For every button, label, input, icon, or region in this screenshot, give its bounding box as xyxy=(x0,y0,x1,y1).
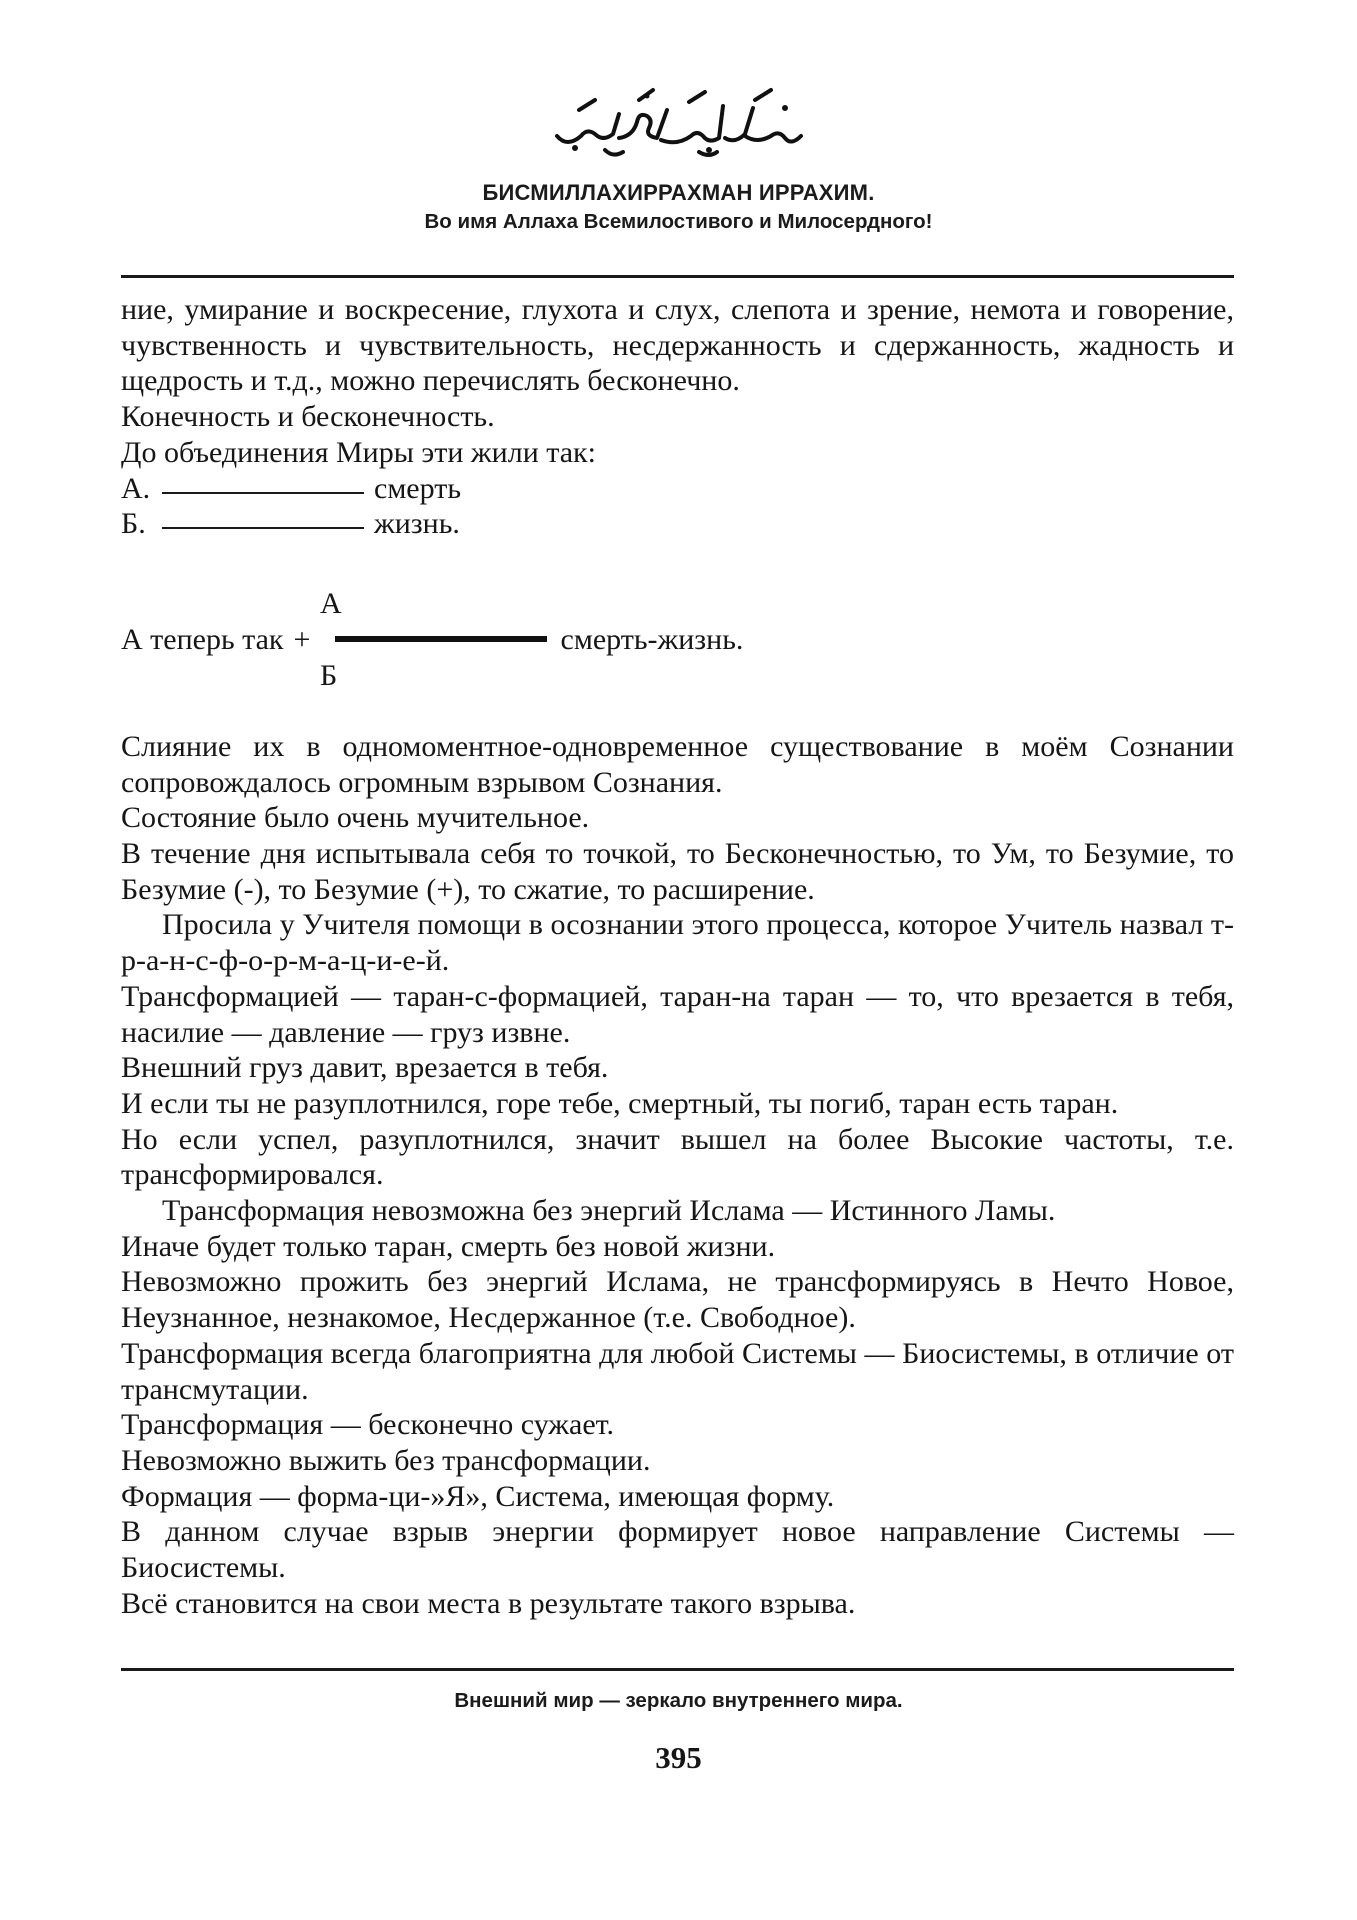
paragraph: Невозможно выжить без трансформации. xyxy=(121,1443,651,1477)
blank-line-a xyxy=(121,471,1234,507)
diagram-label: смерть-жизнь. xyxy=(560,622,744,656)
paragraph: Невозможно прожить без энергий Ислама, не трансформируясь в Нечто Новое, Неузнанное, незнакомое, Несдержанное (т.е. Свободное). xyxy=(121,1265,1234,1335)
paragraph: ние, умирание и воскресение, глухота и слух, слепота и зрение, немота и говорение, чувственность и чувствительность, несдержанность и сдержанность, жадность и щедрость и т.д., можно перечислять бесконечно. xyxy=(121,293,1234,398)
blank-underline xyxy=(162,527,364,529)
paragraph: Формация — форма-ци-»Я», Система, имеющая форму. xyxy=(121,1479,835,1513)
paragraph: Всё становится на свои места в результате такого взрыва. xyxy=(121,1586,856,1620)
blank-underline xyxy=(162,492,364,494)
paragraph: До объединения Миры эти жили так: xyxy=(121,435,596,469)
paragraph: Конечность и бесконечность. xyxy=(121,400,495,434)
union-diagram xyxy=(121,586,1234,729)
paragraph: Трансформация — бесконечно сужает. xyxy=(121,1408,615,1442)
footer-divider xyxy=(121,1668,1234,1671)
paragraph: И если ты не разуплотнился, горе тебе, смертный, ты погиб, таран есть таран. xyxy=(121,1086,1119,1120)
paragraph: Трансформацией — таран-с-формацией, таран-на таран — то, что врезается в тебя, насилие — давление — груз извне. xyxy=(121,979,1234,1049)
paragraph: Иначе будет только таран, смерть без новой жизни. xyxy=(121,1229,776,1263)
blank-label: смерть xyxy=(374,471,462,505)
paragraph: Слияние их в одномоментное-одновременное существование в моём Сознании сопровождалось огромным взрывом Сознания. xyxy=(121,729,1234,799)
paragraph: В течение дня испытывала себя то точкой, то Бесконечностью, то Ум, то Безумие, то Безумие (-), то Безумие (+), то сжатие, то расширение. xyxy=(121,837,1234,906)
diagram-plus: + xyxy=(293,622,311,656)
page-header xyxy=(0,80,1357,234)
page-number: 395 xyxy=(655,1740,702,1775)
blank-letter: А. xyxy=(121,471,151,505)
paragraph: Трансформация всегда благоприятна для любой Системы — Биосистемы, в отличие от трансмутации. xyxy=(121,1336,1234,1406)
footer-motto: Внешний мир — зеркало внутреннего мира. xyxy=(454,1689,903,1712)
diagram-bar xyxy=(335,636,547,642)
blank-letter: Б. xyxy=(121,507,146,541)
paragraph: Состояние было очень мучительное. xyxy=(121,801,590,835)
paragraph: Просила у Учителя помощи в осознании этого процесса, которое Учитель назвал т-р-а-н-с-ф-о-р-м-а-ц-и-е-й. xyxy=(121,908,1234,978)
blank-line-b xyxy=(121,506,1234,542)
header-subtitle: Во имя Аллаха Всемилостивого и Милосердного! xyxy=(424,210,933,233)
paragraph: Трансформация невозможна без энергий Ислама — Истинного Ламы. xyxy=(162,1194,1056,1228)
basmala-calligraphy xyxy=(549,80,809,160)
diagram-row xyxy=(121,622,743,658)
diagram-top-letter: А xyxy=(320,586,342,620)
header-divider xyxy=(121,275,1234,278)
paragraph: В данном случае взрыв энергии формирует новое направление Системы — Биосистемы. xyxy=(121,1515,1234,1585)
diagram-prefix: А теперь так xyxy=(121,622,284,656)
page-body xyxy=(121,292,1234,1622)
blank-label: жизнь. xyxy=(374,507,460,541)
header-title: БИСМИЛЛАХИРРАХМАН ИРРАХИМ. xyxy=(482,180,875,205)
paragraph: Но если успел, разуплотнился, значит вышел на более Высокие частоты, т.е. трансформировался. xyxy=(121,1122,1234,1192)
diagram-bottom-letter: Б xyxy=(320,658,338,692)
paragraph: Внешний груз давит, врезается в тебя. xyxy=(121,1051,609,1085)
